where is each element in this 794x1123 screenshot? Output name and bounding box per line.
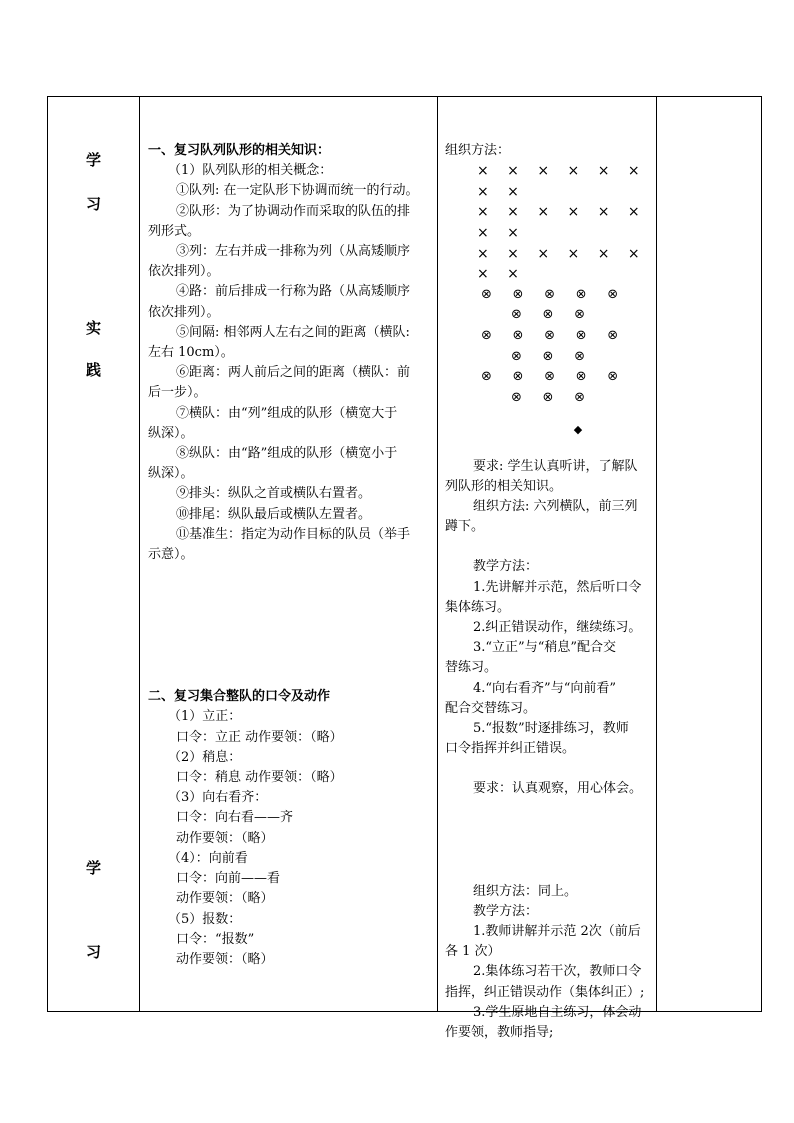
definition-line: 示意）。	[148, 547, 194, 563]
formation-row-cross: × × × × × × × ×	[477, 245, 647, 283]
teaching-content-column	[140, 141, 436, 970]
formation-row-circle: ⊗ ⊗ ⊗	[511, 307, 586, 323]
section-heading: 一、复习队列队形的相关知识：	[148, 143, 331, 158]
teaching-step: 各 1 次）	[445, 944, 501, 960]
teaching-step: 5.“报数”时逐排练习，教师	[473, 720, 629, 736]
formation-row-cross: × × × × × × × ×	[477, 204, 647, 241]
formation-row-circle: ⊗ ⊗ ⊗ ⊗ ⊗	[481, 327, 619, 343]
definition-line: ④路：前后排成一行称为路（从高矮顺序	[176, 284, 411, 300]
teaching-step: 集体练习。	[445, 599, 511, 615]
definition-line: 后一步）。	[148, 385, 207, 401]
requirement-text: 列队形的相关知识。	[445, 478, 563, 494]
teaching-method-title: 教学方法：	[473, 903, 539, 919]
formation-row-circle: ⊗ ⊗ ⊗	[511, 389, 586, 405]
definition-line: ⑥距离：两人前后之间的距离（横队：前	[176, 365, 411, 381]
definition-line: 依次排列）。	[148, 264, 220, 280]
command-item: （5）报数：	[168, 911, 242, 927]
section-label-char: 实	[85, 319, 101, 337]
section-label-char: 学	[85, 859, 101, 877]
teaching-step: 替练习。	[445, 660, 498, 676]
teaching-step: 2.纠正错误动作，继续练习。	[473, 619, 642, 635]
teaching-step: 配合交替练习。	[445, 700, 537, 716]
section-heading: 二、复习集合整队的口令及动作	[148, 689, 331, 705]
definition-line: ②队形：为了协调动作而采取的队伍的排	[176, 203, 411, 219]
section-label-char: 践	[85, 361, 101, 379]
definition-line: 列形式。	[148, 223, 201, 239]
teaching-step: 3.学生原地自主练习，体会动	[473, 1004, 642, 1020]
column-divider-2	[437, 97, 438, 1011]
teaching-step: 指挥，纠正错误动作（集体纠正）;	[445, 984, 645, 1000]
formation-row-cross: × × × × × × × ×	[477, 163, 647, 200]
definition-line: ⑧纵队：由“路”组成的队形（横宽小于	[176, 446, 398, 462]
teacher-diamond-icon: ◆	[573, 423, 583, 437]
requirement-text: 要求：认真观察，用心体会。	[473, 781, 643, 797]
command-item: （4）：向前看	[168, 850, 248, 866]
column-divider-3	[656, 97, 657, 1011]
teaching-step: 4.“向右看齐”与“向前看”	[473, 680, 616, 696]
command-detail: 口令：稍息 动作要领：（略）	[176, 770, 343, 786]
section-label-char: 习	[85, 195, 101, 213]
teaching-step: 作要领，教师指导;	[445, 1025, 554, 1040]
definition-line: ⑩排尾：纵队最后或横队左置者。	[176, 506, 372, 522]
org-method-text: 组织方法：同上。	[473, 883, 578, 899]
command-detail: 动作要领：（略）	[176, 830, 274, 846]
command-detail: 口令：“报数”	[176, 931, 255, 947]
definition-line: ①队列: 在一定队形下协调而统一的行动。	[176, 183, 419, 199]
lesson-table	[47, 96, 762, 1040]
section-label-column	[48, 97, 139, 1011]
section-label-char: 习	[85, 943, 101, 961]
command-item: （2）稍息：	[168, 749, 242, 765]
command-detail: 动作要领：（略）	[176, 891, 274, 907]
organization-method-column	[445, 141, 651, 1043]
command-detail: 口令：向前——看	[176, 871, 281, 887]
teaching-step: 3.“立正”与“稍息”配合交	[473, 640, 616, 656]
teaching-method-title: 教学方法：	[473, 559, 539, 575]
formation-row-circle: ⊗ ⊗ ⊗ ⊗ ⊗	[481, 369, 619, 385]
command-detail: 口令：立正 动作要领：（略）	[176, 729, 343, 745]
formation-diagram	[445, 161, 651, 440]
formation-row-circle: ⊗ ⊗ ⊗	[511, 348, 586, 364]
org-method-text: 蹲下。	[445, 519, 485, 535]
definition-line: ⑤间隔: 相邻两人左右之间的距离（横队:	[176, 324, 410, 340]
definition-line: 纵深）。	[148, 425, 194, 441]
definition-line: 依次排列）。	[148, 304, 220, 320]
definition-line: 左右 10cm）。	[148, 345, 234, 361]
teaching-step: 2.集体练习若干次，教师口令	[473, 964, 642, 980]
definition-line: ⑪基准生：指定为动作目标的队员（举手	[176, 526, 411, 542]
requirement-text: 要求: 学生认真听讲，了解队	[473, 458, 638, 474]
section-label-char: 学	[85, 151, 101, 169]
definition-line: 纵深）。	[148, 466, 194, 482]
command-detail: 口令：向右看——齐	[176, 810, 294, 826]
org-title: 组织方法：	[445, 143, 511, 158]
command-item: （1）立正：	[168, 709, 242, 725]
formation-row-circle: ⊗ ⊗ ⊗ ⊗ ⊗	[481, 286, 619, 302]
definition-line: ⑨排头：纵队之首或横队右置者。	[176, 486, 372, 502]
teaching-step: 1.教师讲解并示范 2次（前后	[473, 923, 641, 939]
subheading: （1）队列队形的相关概念：	[168, 163, 333, 179]
definition-line: ③列：左右并成一排称为列（从高矮顺序	[176, 244, 411, 260]
definition-line: ⑦横队：由“列”组成的队形（横宽大于	[176, 405, 398, 421]
teaching-step: 口令指挥并纠正错误。	[445, 741, 576, 757]
teaching-step: 1.先讲解并示范，然后听口令	[473, 579, 642, 595]
org-method-text: 组织方法: 六列横队，前三列	[473, 498, 638, 514]
command-item: （3）向右看齐：	[168, 790, 268, 806]
command-detail: 动作要领：（略）	[176, 951, 274, 967]
